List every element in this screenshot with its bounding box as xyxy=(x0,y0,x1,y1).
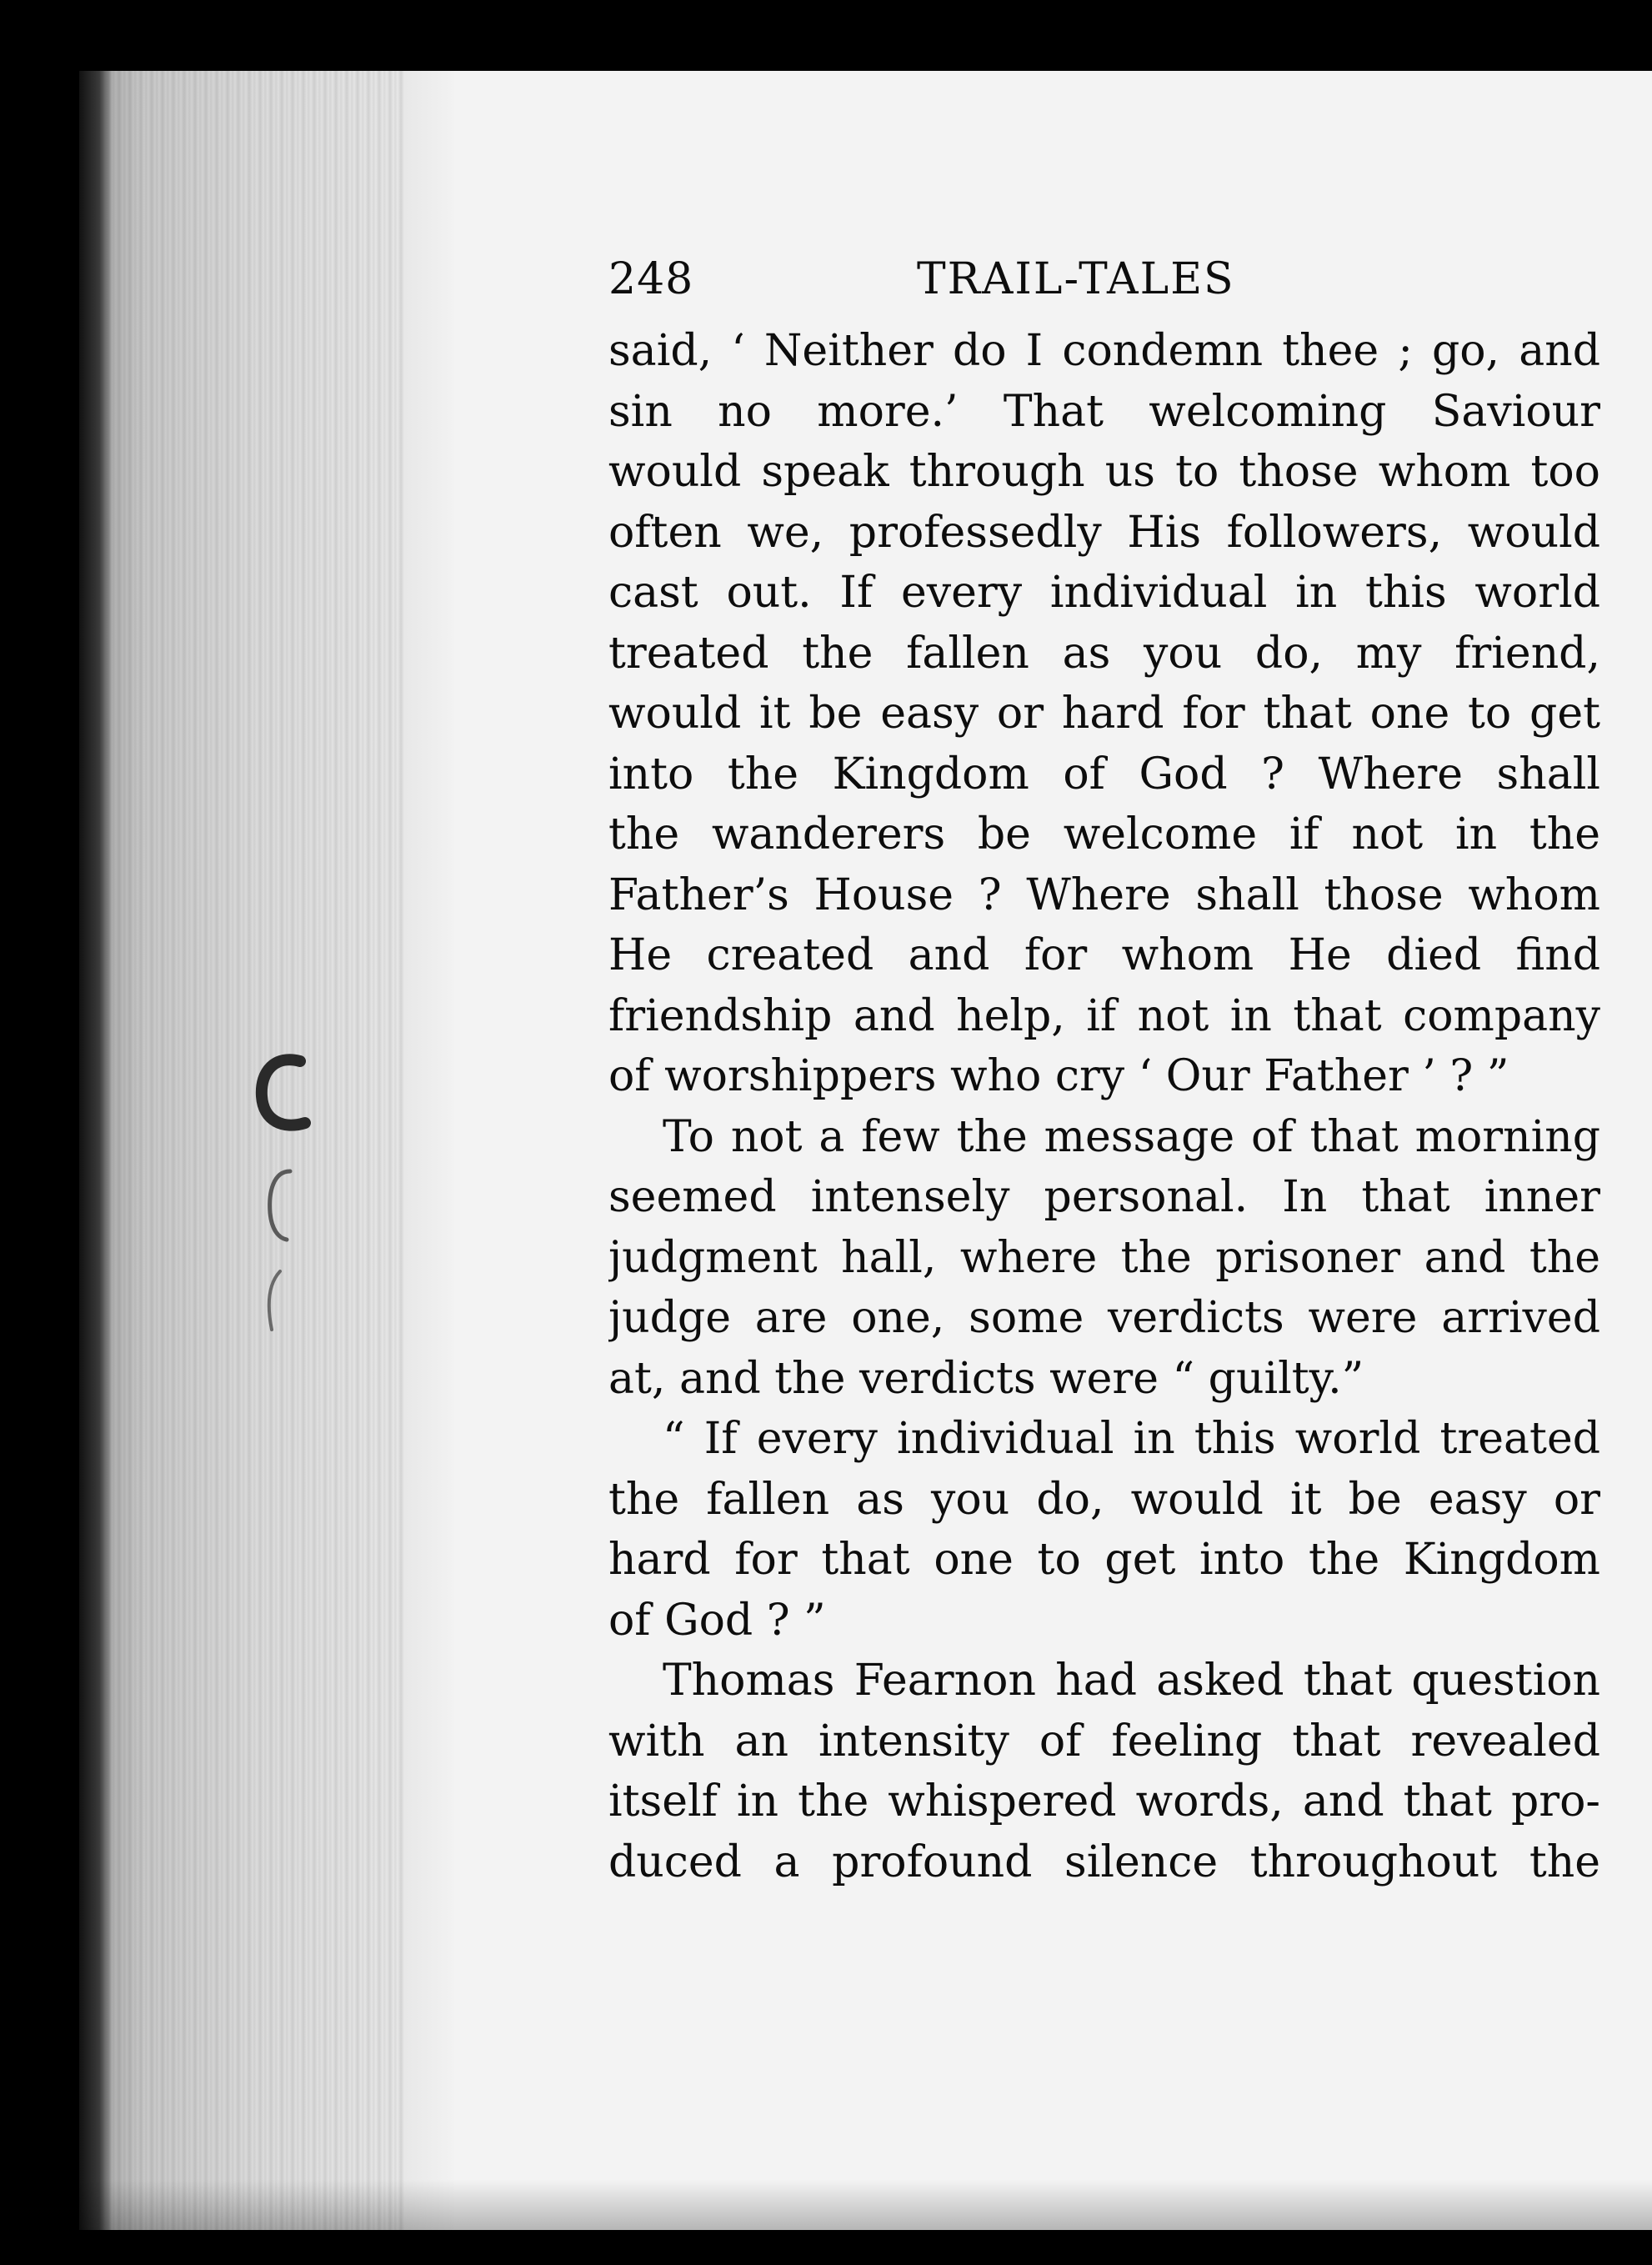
text-line: treated the fallen as you do, my friend, xyxy=(608,628,1600,679)
text-line: of worshippers who cry ‘ Our Father ’ ? ” xyxy=(608,1051,1509,1101)
text-line: the fallen as you do, would it be easy or xyxy=(608,1474,1600,1525)
text-line: He created and for whom He died find xyxy=(608,930,1600,980)
spine-shadow xyxy=(79,71,113,2230)
text-line: Thomas Fearnon had asked that question xyxy=(663,1656,1600,1706)
text-line: friendship and help, if not in that company xyxy=(608,990,1600,1041)
bottom-edge-shadow xyxy=(79,2180,1652,2230)
text-line: “ If every individual in this world treated xyxy=(663,1414,1600,1464)
text-line: itself in the whispered words, and that pro- xyxy=(608,1776,1600,1827)
text-line: of God ? ” xyxy=(608,1595,826,1646)
text-line: cast out. If every individual in this world xyxy=(608,568,1600,618)
text-column xyxy=(608,246,1600,1892)
text-line: often we, professedly His followers, would xyxy=(608,507,1600,558)
text-line: would speak through us to those whom too xyxy=(608,447,1600,497)
text-line: into the Kingdom of God ? Where shall xyxy=(608,749,1600,799)
margin-pencil-marks xyxy=(250,1046,317,1346)
text-line: To not a few the message of that morning xyxy=(663,1111,1600,1162)
text-line: would it be easy or hard for that one to get xyxy=(608,689,1600,739)
text-line: Father’s House ? Where shall those whom xyxy=(608,869,1600,920)
text-line: said, ‘ Neither do I condemn thee ; go, and xyxy=(608,326,1600,376)
page-number: 248 xyxy=(608,254,694,304)
running-title: TRAIL-TALES xyxy=(917,254,1235,304)
text-line: seemed intensely personal. In that inner xyxy=(608,1172,1600,1222)
text-line: the wanderers be welcome if not in the xyxy=(608,809,1600,859)
text-line: hard for that one to get into the Kingdom xyxy=(608,1535,1600,1585)
text-line: sin no more.’ That welcoming Saviour xyxy=(608,386,1600,437)
text-line: judge are one, some verdicts were arrived xyxy=(608,1293,1600,1343)
text-line: judgment hall, where the prisoner and the xyxy=(608,1232,1600,1283)
text-line: duced a profound silence throughout the xyxy=(608,1837,1600,1887)
text-line: with an intensity of feeling that revealed xyxy=(608,1716,1600,1766)
body-text xyxy=(608,321,1600,1892)
running-head xyxy=(608,246,1600,321)
page-edge-stack xyxy=(79,71,404,2230)
text-line: at, and the verdicts were “ guilty.” xyxy=(608,1353,1364,1404)
